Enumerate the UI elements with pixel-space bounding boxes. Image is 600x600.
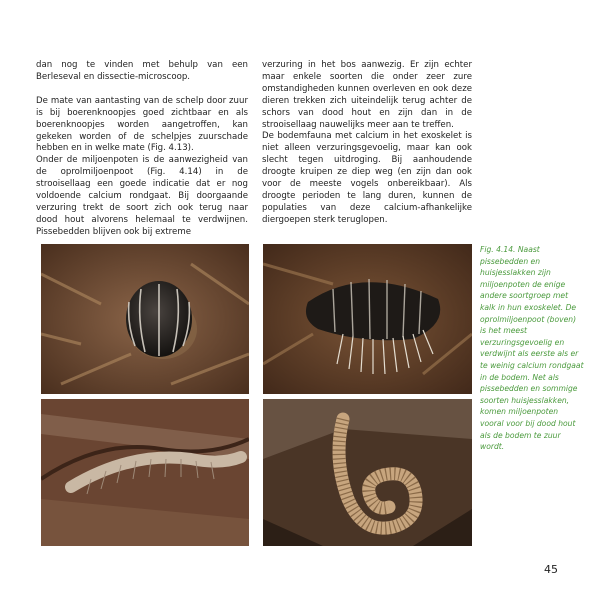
photo-pill-millipede-walking xyxy=(263,244,472,394)
photo-coiled-millipede xyxy=(263,399,472,546)
paragraph: De bodemfauna met calcium in het exoskelet is niet alleen verzuringsgevoelig, maar kan ook slecht tegen uitdroging. Bij aanhoudende droogte kruipen ze diep weg (en zijn dan ook voor de meeste vogels onbereikbaar). Als droogte perioden te lang duren, kunnen de populaties van deze calcium-afhankelijke diergoepen sterk teruglopen. xyxy=(262,131,472,225)
text-column-right xyxy=(262,60,472,227)
photo-flat-millipede xyxy=(41,399,249,546)
paragraph: verzuring in het bos aanwezig. Er zijn echter maar enkele soorten die onder zeer zure omstandigheden kunnen overleven en ook deze dieren trekken zich uiteindelijk terug achter de schors van dood hout en zijn dan in de strooisellaag nauwelijks meer aan te treffen. xyxy=(262,60,472,130)
text-column-left xyxy=(36,60,248,239)
paragraph: De mate van aantasting van de schelp door zuur is bij boerenknoopjes goed zichtbaar en als boerenknoopjes worden aangetroffen, kan gekeken worden of de schelpjes zuurschade hebben en in welke mate (Fig. 4.13). xyxy=(36,95,248,154)
page-number: 45 xyxy=(544,563,558,576)
paragraph: dan nog te vinden met behulp van een Berleseval en dissectie-microscoop. xyxy=(36,60,248,82)
paragraph: Onder de miljoenpoten is de aanwezigheid van de oprolmiljoenpoot (Fig. 4.14) in de strooisellaag een goede indicatie dat er nog voldoende calcium rondgaat. Bij doorgaande verzuring trekt de soort zich ook terug naar dood hout alvorens helemaal te verdwijnen. Pissebedden blijven ook bij extreme xyxy=(36,155,248,237)
photo-pill-millipede-rolled xyxy=(41,244,249,394)
figure-caption: Fig. 4.14. Naast pissebedden en huisjesslakken zijn miljoenpoten de enige andere soortgroep met kalk in hun exoskelet. De oprolmiljoenpoot (boven) is het meest verzuringsgevoelig en verdwijnt als eerste als er te weinig calcium rondgaat in de bodem. Net als pissebedden en sommige soorten huisjesslakken, komen miljoenpoten vooral voor bij dood hout als de bodem te zuur wordt. xyxy=(480,245,584,452)
